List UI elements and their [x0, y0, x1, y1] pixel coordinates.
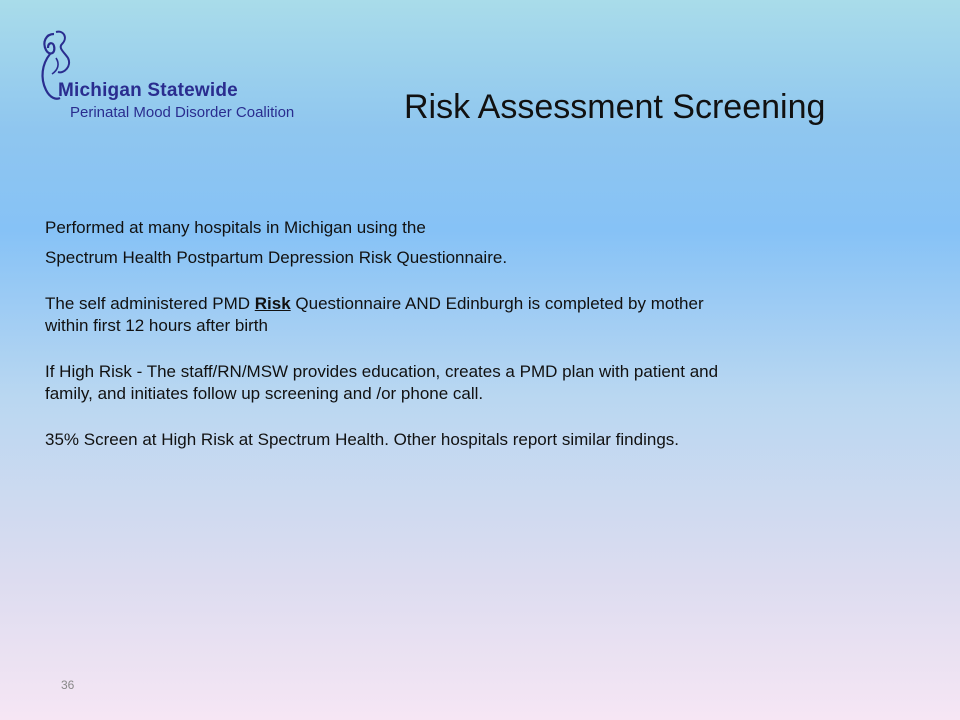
logo-title: Michigan Statewide — [58, 80, 238, 101]
logo-subtitle: Perinatal Mood Disorder Coalition — [70, 104, 295, 121]
slide-body — [45, 216, 925, 452]
paragraph-line: If High Risk - The staff/RN/MSW provides education, creates a PMD plan with patient and — [45, 362, 719, 381]
paragraph-risk-questionnaire — [45, 292, 925, 316]
text-segment: The self administered PMD — [45, 294, 255, 313]
text-segment: Questionnaire AND Edinburgh is completed by mother — [290, 294, 704, 313]
risk-emphasis: Risk — [254, 294, 291, 313]
paragraph-line: family, and initiates follow up screening and /or phone call. — [45, 384, 484, 403]
paragraph-line: within first 12 hours after birth — [45, 316, 268, 335]
paragraph-line: Spectrum Health Postpartum Depression Risk Questionnaire. — [45, 248, 508, 267]
slide-number: 36 — [61, 678, 75, 692]
coalition-logo — [36, 28, 336, 128]
paragraph-line: 35% Screen at High Risk at Spectrum Health. Other hospitals report similar findings. — [45, 430, 679, 449]
page-title: Risk Assessment Screening — [404, 88, 826, 126]
paragraph-line: Performed at many hospitals in Michigan using the — [45, 218, 426, 237]
